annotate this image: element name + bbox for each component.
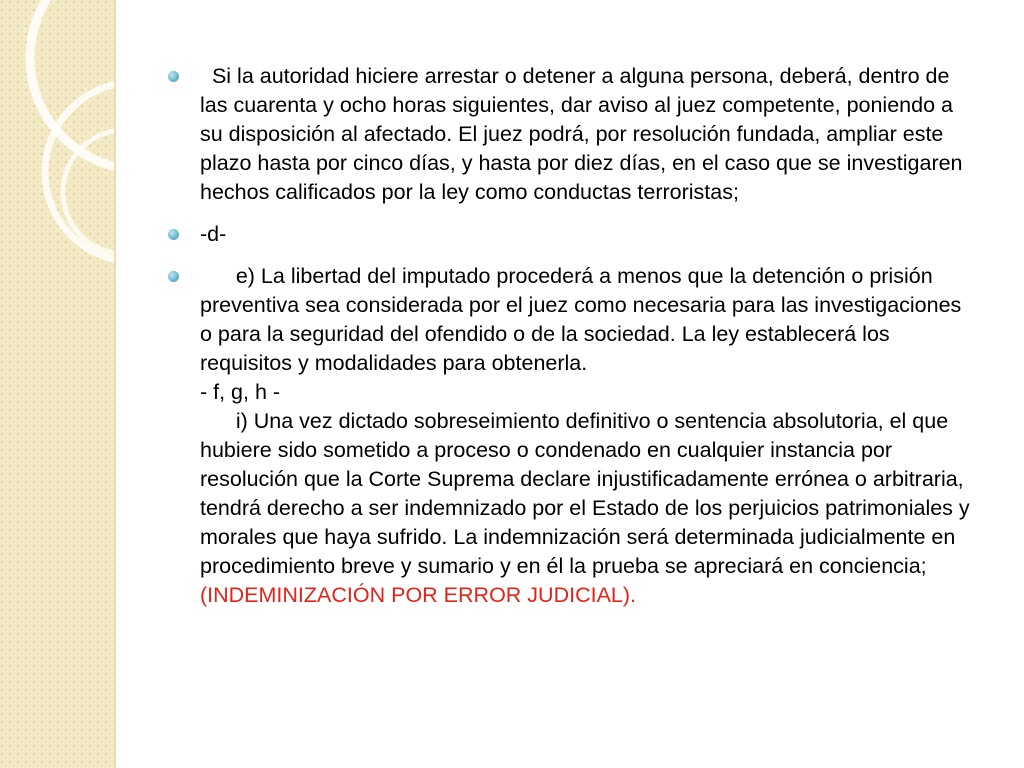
bullet-item (163, 62, 978, 207)
bullet-subheading: - f, g, h - (200, 380, 281, 404)
decorative-circles-icon (0, 0, 114, 768)
bullet-icon (168, 71, 179, 82)
slide-body (163, 62, 978, 623)
bullet-item (163, 262, 978, 610)
bullet-item (163, 220, 978, 249)
bullet-icon (168, 271, 179, 282)
decorative-sidebar (0, 0, 114, 768)
bullet-text-continued: i) Una vez dictado sobreseimiento definitivo o sentencia absolutoria, el que hubiere sido sometido a proceso o condenado en cualquier instancia por resolución que la Corte Suprema declare injustificadamente errónea o arbitraria, tendrá derecho a ser indemnizado por el Estado de los perjuicios patrimoniales y morales que haya sufrido. La indemnización será determinada judicialmente en procedimiento breve y sumario y en él la prueba se apreciará en conciencia; (200, 409, 976, 578)
bullet-icon (168, 229, 179, 240)
bullet-text: e) La libertad del imputado procederá a menos que la detención o prisión preventiva sea considerada por el juez como necesaria para las investigaciones o para la seguridad del ofendido o de la sociedad. La ley establecerá los requisitos y modalidades para obtenerla. (200, 264, 968, 375)
sidebar-divider (114, 0, 116, 768)
highlighted-note: (INDEMINIZACIÓN POR ERROR JUDICIAL). (200, 583, 636, 607)
bullet-text: Si la autoridad hiciere arrestar o detener a alguna persona, deberá, dentro de las cuarenta y ocho horas siguientes, dar aviso al juez competente, poniendo a su disposición al afectado. El juez podrá, por resolución fundada, ampliar este plazo hasta por cinco días, y hasta por diez días, en el caso que se investigaren hechos calificados por la ley como conductas terroristas; (200, 64, 969, 204)
bullet-text: -d- (200, 222, 227, 246)
